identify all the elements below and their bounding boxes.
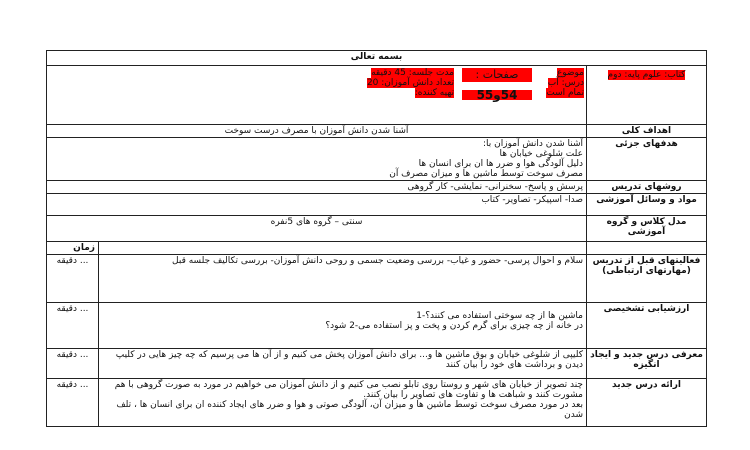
goals-content: آشنا شدن دانش آموزان با مصرف درست سوخت xyxy=(47,125,587,138)
session-box xyxy=(47,66,460,124)
page-title: بسمه تعالی xyxy=(47,51,707,66)
pages-box xyxy=(460,66,534,124)
methods-label: روشهای تدریس xyxy=(587,181,707,194)
sub-goals-label: هدفهای جزئی xyxy=(587,138,707,181)
new-lesson-label: ارائه درس جدید xyxy=(587,379,707,427)
book-label: کتاب: علوم پایه: دوم xyxy=(607,70,686,80)
pre-teaching-label: فعالیتهای قبل از تدریس (مهارتهای ارتباطی) xyxy=(587,255,707,303)
session-info: مدت جلسه: 45 دقیقه تعداد دانش آموزان: 20 تهیه کننده: xyxy=(366,68,454,98)
diagnostic-label: ارزشیابی تشخیصی xyxy=(587,303,707,349)
class-model-label: مدل کلاس و گروه آموزشی xyxy=(587,216,707,242)
topic-label: موضوع درس: آب تمام است xyxy=(546,68,584,98)
book-cell xyxy=(587,66,707,125)
pre-teaching-content: سلام و احوال پرسی- حضور و غیاب- بررسی وضعیت جسمی و روحی دانش آموزان- بررسی تکالیف جلسه قبل xyxy=(99,255,587,303)
new-lesson-time: ... دقیقه xyxy=(47,379,99,427)
time-header-spacer xyxy=(99,242,587,255)
time-header: زمان xyxy=(47,242,99,255)
intro-time: ... دقیقه xyxy=(47,349,99,379)
pages-label: صفحات : xyxy=(462,68,532,82)
pre-teaching-time: ... دقیقه xyxy=(47,255,99,303)
lesson-plan-table xyxy=(46,50,707,427)
diagnostic-time: ... دقیقه xyxy=(47,303,99,349)
intro-label: معرفی درس جدید و ایجاد انگیزه xyxy=(587,349,707,379)
diagnostic-content: ماشین ها از چه سوختی استفاده می کنند؟-1 در خانه از چه چیزی برای گرم کردن و پخت و پز استفاده می-2 شود؟ xyxy=(99,303,587,349)
materials-label: مواد و وسائل آموزشی xyxy=(587,194,707,216)
class-model-content: سنتی – گروه های 5نفره xyxy=(47,216,587,242)
methods-content: پرسش و پاسخ- سخنرانی- نمایشی- کار گروهی xyxy=(47,181,587,194)
header-info-cell xyxy=(47,66,587,125)
lesson-plan-page xyxy=(46,50,706,420)
intro-content: کلیپی از شلوغی خیابان و بوق ماشین ها و... برای دانش آموزان پخش می کنیم و از آن ها می پرسیم که چه چیز هایی در کلیپ دیدن و برداشت های خود را بیان کنند xyxy=(99,349,587,379)
pages-value: 54و55 xyxy=(462,90,532,100)
materials-content: صدا- اسپیکر- تصاویر- کتاب xyxy=(47,194,587,216)
goals-label: اهداف کلی xyxy=(587,125,707,138)
new-lesson-content: چند تصویر از خیابان های شهر و روستا روی تابلو نصب می کنیم و از دانش آموزان می خواهیم در مورد به صورت گروهی با هم مشورت کنند و شباهت ها و تفاوت های تصاویر را بیان کنند. بعد در مورد مصرف سوخت توسط ماشین ها و میزان آن، آلودگی صوتی و هوا و ضرر های ایجاد کننده ان برای انسان ها ، تلف شدن xyxy=(99,379,587,427)
topic-box xyxy=(534,66,586,124)
time-header-spacer xyxy=(587,242,707,255)
sub-goals-content: آشنا شدن دانش آموزان با: علت شلوغی خیابان ها دلیل آلودگی هوا و ضرر ها ان برای انسان ها مصرف سوخت توسط ماشین ها و میزان مصرف آن xyxy=(47,138,587,181)
